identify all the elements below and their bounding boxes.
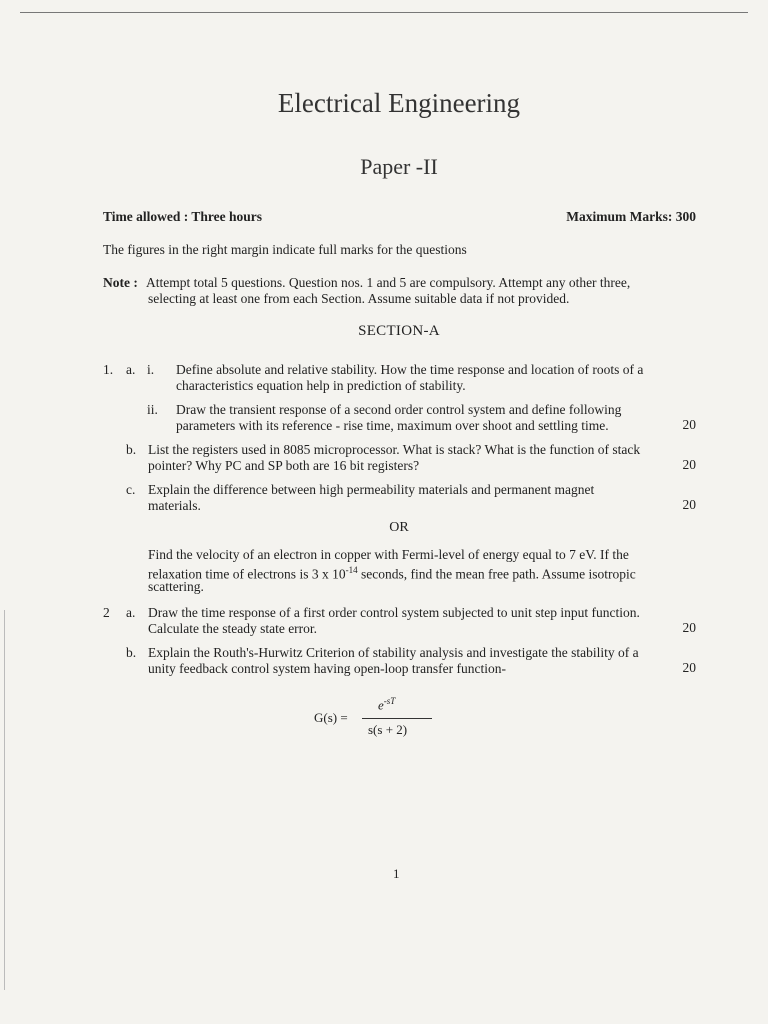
paper-number: Paper -II [360,154,438,179]
note-line-1: Attempt total 5 questions. Question nos. 1 and 5 are compulsory. Attempt any other three, [146,275,631,290]
q1-or-line-2 [148,562,636,583]
section-a-heading: SECTION-A [358,323,440,339]
q2-a-label: a. [126,605,136,620]
figures-note: The figures in the right margin indicate full marks for the questions [103,242,467,257]
q2-number: 2 [103,605,110,620]
q1-a-ii-line-2: parameters with its reference - rise time, maximum over shoot and settling time. [176,418,609,433]
formula-lhs: G(s) = [314,710,348,725]
q1-a-i-label: i. [147,362,155,377]
or-separator: OR [389,520,409,535]
note-label: Note : [103,275,138,290]
q1-or-line-2-start: relaxation time of electrons is 3 x 10 [148,566,346,582]
formula-denominator: s(s + 2) [368,722,408,737]
formula-numerator [378,696,395,713]
q1-c-line-1: Explain the difference between high permeability materials and permanent magnet [148,482,595,497]
q1-or-line-3: scattering. [148,579,204,594]
top-rule [20,12,748,13]
q2-b-marks: 20 [682,660,696,675]
formula-numerator-exponent: -sT [383,696,396,706]
time-allowed: Time allowed : Three hours [103,209,263,224]
q1-b-marks: 20 [682,457,696,472]
formula-fraction-bar [362,718,432,719]
q1-a-ii-line-1: Draw the transient response of a second order control system and define following [176,402,622,417]
q1-a-i-line-1: Define absolute and relative stability. How the time response and location of roots of a [176,362,644,377]
q1-a-i-line-2: characteristics equation help in prediction of stability. [176,378,466,393]
q2-a-line-1: Draw the time response of a first order control system subjected to unit step input function. [148,605,640,620]
q2-b-label: b. [126,645,137,660]
q1-or-line-1: Find the velocity of an electron in copper with Fermi-level of energy equal to 7 eV. If the [148,547,629,562]
q1-number: 1. [103,362,114,377]
q1-or-line-2-end: seconds, find the mean free path. Assume isotropic [357,566,636,582]
q1-a-marks: 20 [682,417,696,432]
q1-a-label: a. [126,362,136,377]
maximum-marks: Maximum Marks: 300 [566,209,696,224]
q1-c-line-2: materials. [148,498,201,513]
q1-c-marks: 20 [682,497,696,512]
paper-subject-title: Electrical Engineering [277,88,521,118]
left-margin-line [4,610,5,990]
q1-c-label: c. [126,482,136,497]
q2-a-line-2: Calculate the steady state error. [148,621,318,636]
q2-b-line-1: Explain the Routh's-Hurwitz Criterion of stability analysis and investigate the stability of a [148,645,639,660]
q1-b-line-2: pointer? Why PC and SP both are 16 bit registers? [148,458,420,473]
note-line-2: selecting at least one from each Section. Assume suitable data if not provided. [148,291,570,306]
q1-b-label: b. [126,442,137,457]
transfer-function-formula [310,696,440,746]
q1-or-exponent: -14 [345,565,358,575]
q2-b-line-2: unity feedback control system having open-loop transfer function- [148,661,507,676]
q1-a-ii-label: ii. [147,402,158,417]
q2-a-marks: 20 [682,620,696,635]
q1-b-line-1: List the registers used in 8085 microprocessor. What is stack? What is the function of stack [148,442,641,457]
formula-numerator-base: e [378,697,384,713]
page-number: 1 [393,866,400,881]
